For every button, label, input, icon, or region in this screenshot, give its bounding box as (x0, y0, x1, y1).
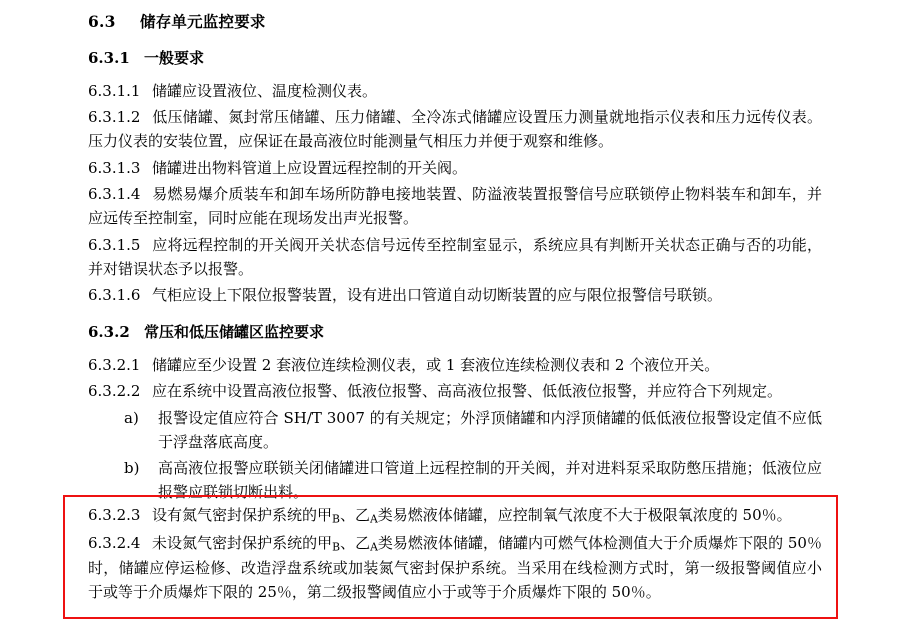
heading-6-3-title: 储存单元监控要求 (140, 12, 266, 31)
subscript-a: A (369, 512, 378, 526)
clause-label: 6.3.1.6 (88, 286, 141, 305)
clause-text: 应将远程控制的开关阀开关状态信号远传至控制室显示，系统应具有判断开关状态正确与否的功能，并对错误状态予以报警。 (88, 235, 822, 278)
clause-text: 储罐应设置液位、温度检测仪表。 (152, 81, 378, 100)
heading-6-3 (88, 10, 822, 33)
sub-item-text: 报警设定值应符合 SH/T 3007 的有关规定；外浮顶储罐和内浮顶储罐的低低液位报警设定值不应低于浮盘落底高度。 (158, 408, 822, 451)
clause-6-3-2-1 (88, 353, 822, 377)
clause-label: 6.3.1.1 (88, 81, 141, 100)
subscript-b: B (332, 540, 341, 554)
sub-item-text: 高高液位报警应联锁关闭储罐进口管道上远程控制的开关阀，并对进料泵采取防憋压措施；低液位应报警应联锁切断出料。 (158, 459, 822, 502)
clause-label: 6.3.2.4 (88, 533, 141, 552)
clause-6-3-1-5 (88, 233, 822, 282)
clause-text: 储罐应至少设置 2 套液位连续检测仪表，或 1 套液位连续检测仪表和 2 个液位开关。 (152, 355, 720, 374)
heading-6-3-1 (88, 47, 822, 70)
clause-label: 6.3.1.5 (88, 235, 141, 254)
clause-6-3-1-6 (88, 283, 822, 307)
clause-text-part3: 类易燃液体储罐，应控制氧气浓度不大于极限氧浓度的 50％。 (377, 506, 792, 524)
sub-item-label: b) (124, 459, 140, 478)
clause-label: 6.3.1.2 (88, 108, 141, 127)
clause-6-3-1-4 (88, 182, 822, 231)
sub-item-label: a) (124, 408, 139, 427)
clause-text-part1: 未设氮气密封保护系统的甲 (152, 533, 333, 552)
clause-text: 气柜应设上下限位报警装置，设有进出口管道自动切断装置的应与限位报警信号联锁。 (152, 286, 723, 305)
heading-6-3-1-number: 6.3.1 (88, 49, 130, 68)
clause-text: 易燃易爆介质装车和卸车场所防静电接地装置、防溢液装置报警信号应联锁停止物料装车和卸车，并应远传至控制室，同时应能在现场发出声光报警。 (88, 184, 822, 228)
heading-6-3-2 (88, 321, 822, 344)
document-body (88, 4, 822, 507)
clause-6-3-1-2 (88, 105, 822, 154)
heading-6-3-1-title: 一般要求 (144, 49, 205, 68)
clause-text-part2: 、乙 (339, 506, 370, 524)
heading-6-3-number: 6.3 (88, 12, 116, 31)
clause-6-3-1-1 (88, 79, 822, 103)
clause-text-part3: 类易燃液体储罐，储罐内可燃气体检测值大于介质爆炸下限的 50％时，储罐应停运检修、改造浮盘系统或加装氮气密封保护系统。当采用在线检测方式时，第一级报警阈值应小于或等于介质爆炸下限的 25％，第二级报警阈值应小于或等于介质爆炸下限的 50％。 (88, 533, 822, 602)
clause-6-3-2-3 (88, 503, 822, 528)
clause-label: 6.3.2.2 (88, 382, 141, 401)
subscript-a: A (370, 540, 378, 554)
subscript-b: B (332, 512, 340, 526)
clause-label: 6.3.2.3 (88, 506, 141, 524)
clause-text-part2: 、乙 (340, 533, 371, 552)
clause-text: 低压储罐、氮封常压储罐、压力储罐、全冷冻式储罐应设置压力测量就地指示仪表和压力远传仪表。压力仪表的安装位置，应保证在最高液位时能测量气相压力并便于观察和维修。 (88, 108, 822, 151)
heading-6-3-2-title: 常压和低压储罐区监控要求 (144, 323, 325, 342)
clause-6-3-2-4 (88, 531, 822, 604)
clause-6-3-2-2 (88, 379, 822, 403)
clause-6-3-1-3 (88, 156, 822, 180)
clause-label: 6.3.2.1 (88, 355, 141, 374)
clause-label: 6.3.1.3 (88, 158, 141, 177)
clause-text-part1: 设有氮气密封保护系统的甲 (152, 506, 333, 524)
heading-6-3-2-number: 6.3.2 (88, 323, 130, 342)
sub-item-a (88, 406, 822, 455)
clause-text: 储罐进出物料管道上应设置远程控制的开关阀。 (152, 158, 468, 177)
clause-label: 6.3.1.4 (88, 184, 141, 203)
highlighted-clauses (88, 503, 822, 607)
clause-text: 应在系统中设置高液位报警、低液位报警、高高液位报警、低低液位报警，并应符合下列规定。 (152, 382, 783, 401)
